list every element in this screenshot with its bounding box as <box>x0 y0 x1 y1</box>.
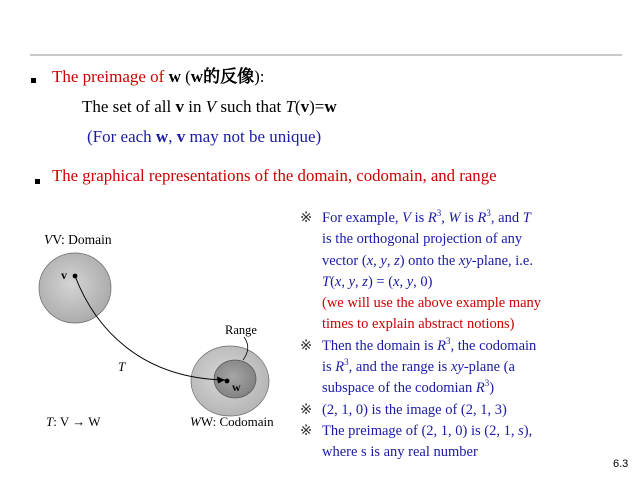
bullet-graphical <box>35 179 40 184</box>
codomain-label: WW: Codomain <box>190 414 274 429</box>
header-divider <box>30 54 622 56</box>
notes-block <box>300 208 541 464</box>
bullet-preimage <box>31 78 36 83</box>
note-example-line3: vector (x, y, z) onto the xy-plane, i.e. <box>322 252 533 269</box>
preimage-heading: The preimage of w (w的反像): <box>52 67 265 86</box>
mapping-T-label: T <box>118 359 126 374</box>
preimage-definition: The set of all v in V such that T(v)=w <box>82 97 337 116</box>
note-preimage-line2: where s is any real number <box>322 444 478 461</box>
graphical-heading: The graphical representations of the domain, codomain, and range <box>52 166 497 185</box>
note-example-line4: T(x, y, z) = (x, y, 0) <box>322 273 433 290</box>
note-domain-line2: is $R^3$, and the range is xy-plane (a <box>322 357 515 376</box>
note-example-line6: times to explain abstract notions) <box>322 316 515 333</box>
domain-codomain-diagram <box>30 208 288 440</box>
note-domain-line3: subspace of the codomian $R^3$) <box>322 378 495 397</box>
note-preimage-line1: ※ The preimage of (2, 1, 0) is (2, 1, s), <box>300 422 533 439</box>
vector-v-label: v <box>61 268 67 282</box>
vector-w-label: w <box>232 380 241 394</box>
vector-w-point <box>225 379 230 384</box>
domain-label: VV: Domain <box>44 232 112 247</box>
note-example-line5: (we will use the above example many <box>322 295 542 312</box>
reference-mark: ※ <box>300 210 313 226</box>
note-image-line: ※ (2, 1, 0) is the image of (2, 1, 3) <box>300 401 507 418</box>
note-example-line1: ※ For example, V is $R^3$, W is $R^3$, and T <box>300 208 541 229</box>
domain-set <box>39 253 111 323</box>
page-number: 6.3 <box>613 458 629 470</box>
note-example-line2: is the orthogonal projection of any <box>322 231 523 248</box>
mapping-notation: T: V → W <box>46 414 101 429</box>
range-label: Range <box>225 323 257 337</box>
uniqueness-note: (For each w, v may not be unique) <box>87 127 322 146</box>
note-domain-line1: ※ Then the domain is $R^3$, the codomain <box>300 335 537 354</box>
